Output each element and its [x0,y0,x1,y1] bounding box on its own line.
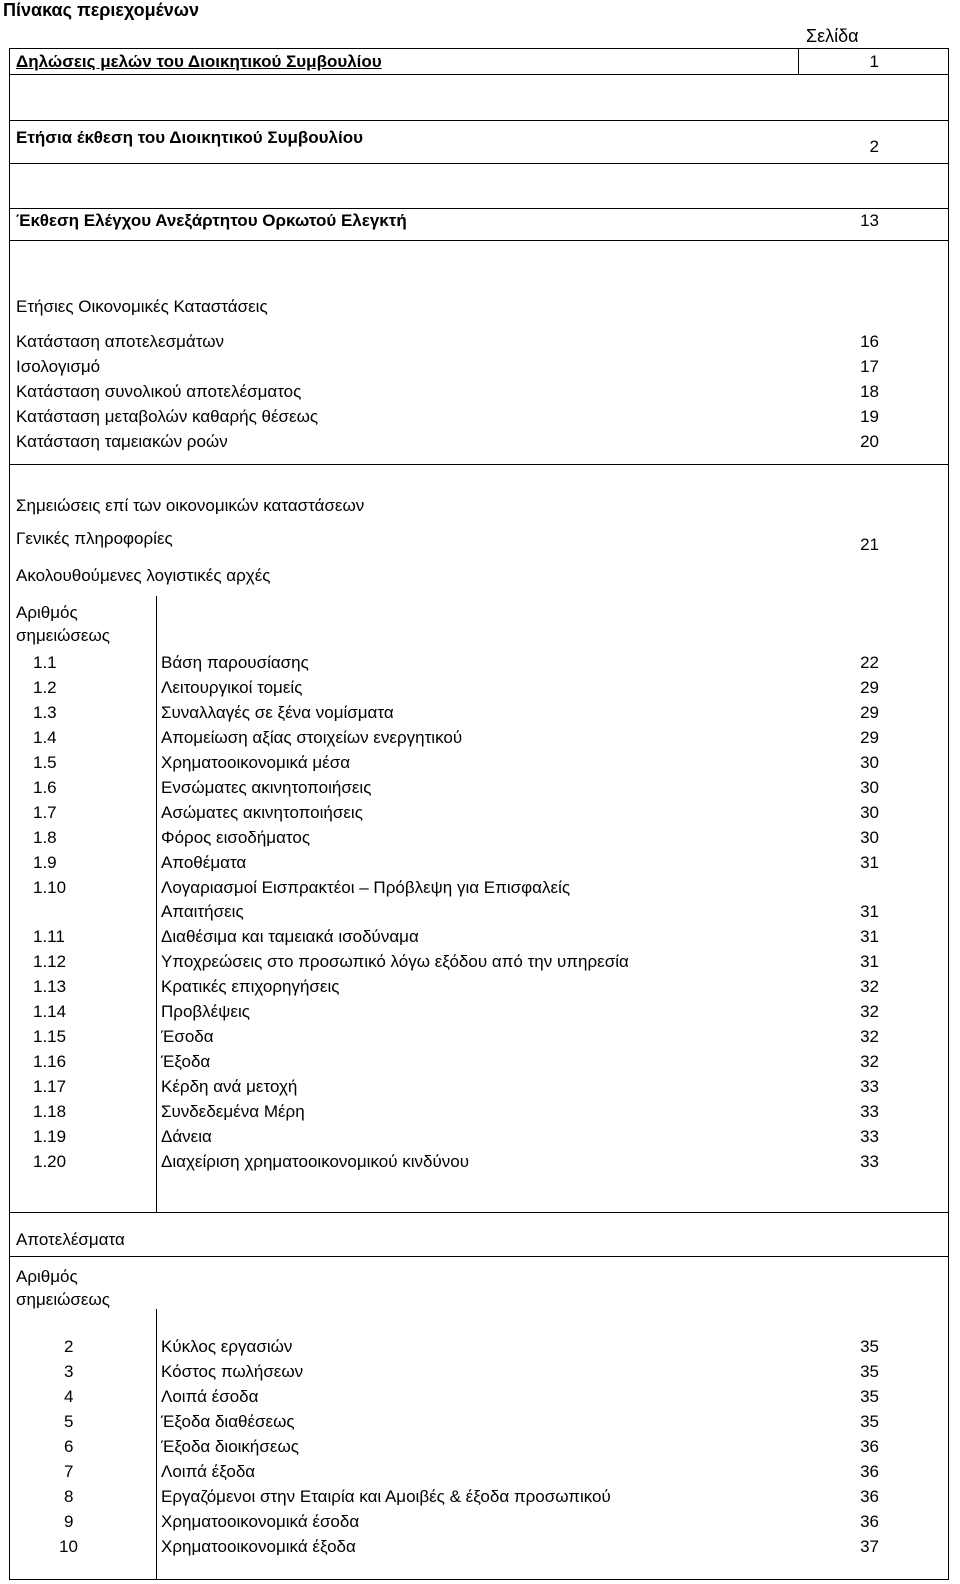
table-border-right [948,48,949,1579]
note-number: 9 [64,1512,74,1531]
toc-entry-page: 31 [860,952,879,971]
notes-divider [156,596,157,1212]
toc-entry-label[interactable]: Λογαριασμοί Εισπρακτέοι – Πρόβλεψη για Επισφαλείς [161,878,571,897]
toc-entry-page: 31 [860,927,879,946]
rule [9,464,949,465]
toc-entry-page: 35 [860,1337,879,1356]
toc-entry-page: 32 [860,977,879,996]
rule [9,163,949,164]
rule [9,120,949,121]
toc-entry-page: 1 [869,52,879,71]
toc-entry-page: 32 [860,1052,879,1071]
toc-entry-page: 35 [860,1362,879,1381]
rule [9,1256,949,1257]
toc-entry-page: 33 [860,1102,879,1121]
toc-entry-page: 16 [860,332,879,351]
toc-entry-label[interactable]: Ισολογισμό [16,357,101,376]
note-number: 1.3 [33,703,57,722]
note-number: 1.8 [33,828,57,847]
note-number: 1.18 [33,1102,67,1121]
toc-entry-page: 31 [860,902,879,921]
toc-title: Πίνακας περιεχομένων [3,0,200,20]
toc-entry-label[interactable]: Γενικές πληροφορίες [16,529,173,548]
toc-entry-label[interactable]: Υποχρεώσεις στο προσωπικό λόγω εξόδου από την υπηρεσία [161,952,629,971]
toc-entry-label-continued[interactable]: Απαιτήσεις [161,902,244,921]
toc-entry-label[interactable]: Κατάσταση μεταβολών καθαρής θέσεως [16,407,319,426]
note-number: 1.11 [33,927,65,946]
toc-entry-label[interactable]: Κατάσταση αποτελεσμάτων [16,332,224,351]
toc-entry-label[interactable]: Κόστος πωλήσεων [161,1362,304,1381]
column-label: σημειώσεως [16,1290,110,1309]
note-number: 1.9 [33,853,57,872]
note-number: 6 [64,1437,74,1456]
rule [9,208,949,209]
toc-entry-label[interactable]: Διαχείριση χρηματοοικονομικού κινδύνου [161,1152,470,1171]
toc-entry-label[interactable]: Κέρδη ανά μετοχή [161,1077,298,1096]
toc-entry-label[interactable]: Κατάσταση συνολικού αποτελέσματος [16,382,302,401]
note-number: 1.13 [33,977,67,996]
toc-entry-page: 13 [860,211,879,230]
note-number: 2 [64,1337,74,1356]
note-number: 3 [64,1362,74,1381]
toc-entry-label[interactable]: Συνδεδεμένα Μέρη [161,1102,305,1121]
column-label: σημειώσεως [16,626,110,645]
note-number: 1.14 [33,1002,67,1021]
toc-entry-page: 35 [860,1412,879,1431]
note-number: 10 [59,1537,78,1556]
note-number: 1.12 [33,952,67,971]
note-number: 1.10 [33,878,67,897]
toc-entry-page: 33 [860,1077,879,1096]
toc-entry-page: 36 [860,1487,879,1506]
rule [9,74,949,75]
note-number: 1.20 [33,1152,67,1171]
column-label: Αριθμός [16,1267,78,1286]
toc-entry-label[interactable]: Χρηματοοικονομικά έσοδα [161,1512,360,1531]
toc-entry-label[interactable]: Βάση παρουσίασης [161,653,309,672]
toc-entry-label[interactable]: Έξοδα διαθέσεως [161,1412,295,1431]
note-number: 4 [64,1387,74,1406]
row1-divider [798,48,799,74]
note-number: 1.17 [33,1077,67,1096]
toc-entry-label[interactable]: Κύκλος εργασιών [161,1337,293,1356]
note-number: 1.1 [33,653,57,672]
note-number: 5 [64,1412,74,1431]
toc-entry-label[interactable]: Λοιπά έσοδα [161,1387,259,1406]
note-number: 1.6 [33,778,57,797]
toc-entry-page: 31 [860,853,879,872]
rule [9,48,949,49]
toc-entry-label[interactable]: Φόρος εισοδήματος [161,828,311,847]
toc-entry-label[interactable]: Κρατικές επιχορηγήσεις [161,977,340,996]
toc-entry-label[interactable]: Χρηματοοικονομικά έξοδα [161,1537,356,1556]
toc-entry-page: 19 [860,407,879,426]
toc-entry-label[interactable]: Ενσώματες ακινητοποιήσεις [161,778,372,797]
toc-entry-label[interactable]: Έσοδα [161,1027,214,1046]
toc-entry-page: 18 [860,382,879,401]
section-heading: Σημειώσεις επί των οικονομικών καταστάσεων [16,496,365,515]
toc-entry-label[interactable]: Έξοδα διοικήσεως [161,1437,299,1456]
toc-entry-page: 29 [860,703,879,722]
note-number: 1.7 [33,803,57,822]
toc-entry-label[interactable]: Δάνεια [161,1127,212,1146]
toc-entry-label[interactable]: Ασώματες ακινητοποιήσεις [161,803,363,822]
toc-entry-page: 30 [860,753,879,772]
toc-entry-label[interactable]: Δηλώσεις μελών του Διοικητικού Συμβουλίου [16,52,382,71]
toc-entry-page: 17 [860,357,879,376]
note-number: 1.19 [33,1127,67,1146]
toc-entry-label[interactable]: Εργαζόμενοι στην Εταιρία και Αμοιβές & έξοδα προσωπικού [161,1487,611,1506]
toc-entry-page: 32 [860,1027,879,1046]
results-divider [156,1309,157,1579]
toc-entry-page: 22 [860,653,879,672]
toc-entry-page: 36 [860,1512,879,1531]
toc-entry-label[interactable]: Έξοδα [161,1052,211,1071]
toc-table [9,48,949,1579]
toc-entry-page: 20 [860,432,879,451]
toc-entry-label[interactable]: Προβλέψεις [161,1002,250,1021]
toc-entry-label[interactable]: Έκθεση Ελέγχου Ανεξάρτητου Ορκωτού Ελεγκτή [16,211,407,230]
toc-entry-label[interactable]: Λειτουργικοί τομείς [161,678,303,697]
note-number: 1.5 [33,753,57,772]
section-heading: Αποτελέσματα [16,1230,125,1249]
toc-entry-page: 36 [860,1462,879,1481]
section-heading: Ετήσιες Οικονομικές Καταστάσεις [16,297,268,316]
toc-entry-label[interactable]: Λοιπά έξοδα [161,1462,256,1481]
note-number: 7 [64,1462,74,1481]
toc-entry-label[interactable]: Συναλλαγές σε ξένα νομίσματα [161,703,394,722]
toc-entry-label[interactable]: Χρηματοοικονομικά μέσα [161,753,351,772]
toc-entry-label[interactable]: Αποθέματα [161,853,247,872]
toc-entry-page: 2 [869,137,879,156]
toc-entry-label[interactable]: Απομείωση αξίας στοιχείων ενεργητικού [161,728,463,747]
table-border-left [9,48,10,1579]
toc-entry-label[interactable]: Κατάσταση ταμειακών ροών [16,432,228,451]
toc-entry-page: 33 [860,1152,879,1171]
toc-entry-page: 29 [860,678,879,697]
note-number: 1.2 [33,678,57,697]
toc-entry-page: 30 [860,803,879,822]
toc-entry-page: 29 [860,728,879,747]
toc-entry-page: 30 [860,778,879,797]
toc-entry-page: 21 [860,535,879,554]
note-number: 8 [64,1487,74,1506]
toc-entry-page: 36 [860,1437,879,1456]
column-label: Αριθμός [16,603,78,622]
rule [9,1212,949,1213]
note-number: 1.15 [33,1027,67,1046]
toc-entry-page: 37 [860,1537,879,1556]
toc-entry-label[interactable]: Ακολουθούμενες λογιστικές αρχές [16,566,271,585]
rule [9,240,949,241]
page-column-header: Σελίδα [806,26,859,46]
toc-entry-label[interactable]: Ετήσια έκθεση του Διοικητικού Συμβουλίου [16,128,363,147]
toc-entry-page: 33 [860,1127,879,1146]
toc-entry-page: 35 [860,1387,879,1406]
toc-entry-label[interactable]: Διαθέσιμα και ταμειακά ισοδύναμα [161,927,419,946]
rule [9,1579,949,1580]
toc-entry-page: 30 [860,828,879,847]
note-number: 1.4 [33,728,57,747]
note-number: 1.16 [33,1052,67,1071]
toc-entry-page: 32 [860,1002,879,1021]
